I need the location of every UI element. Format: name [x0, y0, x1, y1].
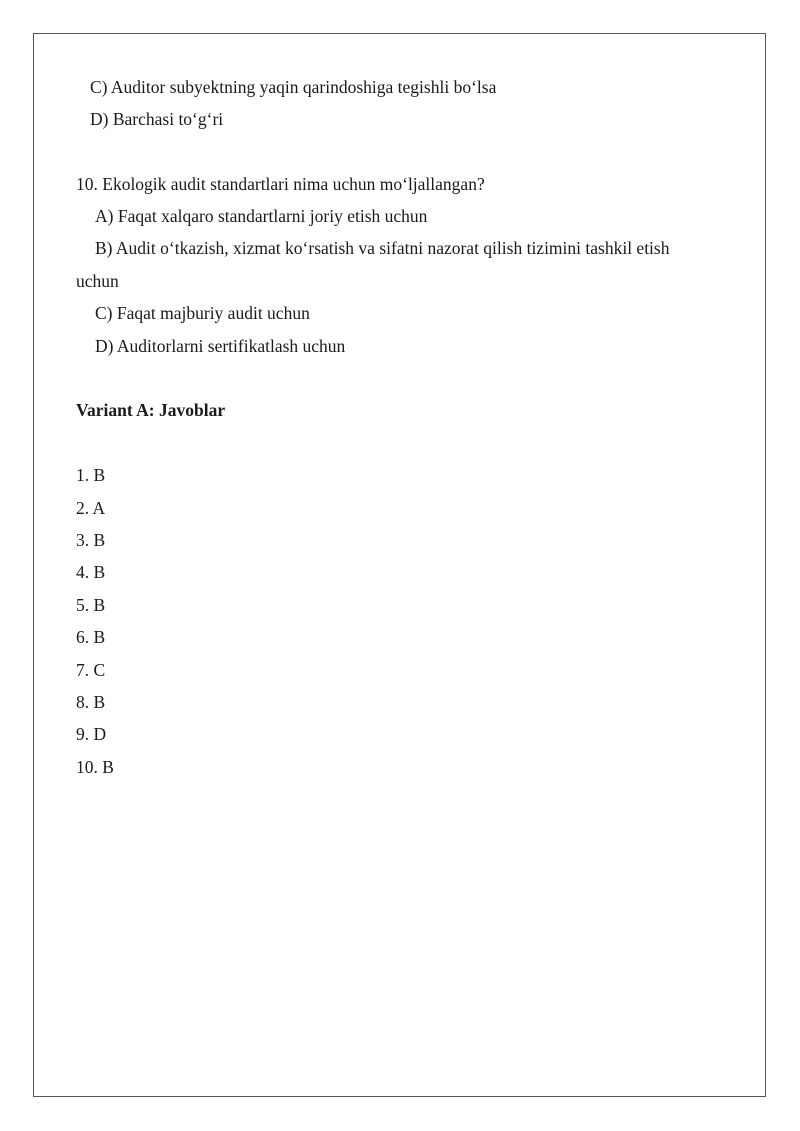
answer-item: 7. C	[76, 660, 106, 680]
answer-item: 2. A	[76, 498, 106, 518]
question-10-option-b-continuation: uchun	[76, 271, 119, 291]
question-10-option-c: C) Faqat majburiy audit uchun	[95, 303, 310, 323]
answer-item: 6. B	[76, 627, 106, 647]
answer-item: 3. B	[76, 530, 106, 550]
answers-heading: Variant A: Javoblar	[76, 400, 226, 420]
option-c-prev-question: C) Auditor subyektning yaqin qarindoshiga tegishli bo‘lsa	[90, 77, 497, 97]
answer-item: 5. B	[76, 595, 106, 615]
question-10-option-d: D) Auditorlarni sertifikatlash uchun	[95, 336, 346, 356]
question-10-option-a: A) Faqat xalqaro standartlarni joriy etish uchun	[95, 206, 428, 226]
answer-item: 4. B	[76, 562, 106, 582]
answer-item: 10. B	[76, 757, 114, 777]
answer-item: 1. B	[76, 465, 106, 485]
answer-item: 8. B	[76, 692, 106, 712]
question-10-option-b: B) Audit o‘tkazish, xizmat ko‘rsatish va sifatni nazorat qilish tizimini tashkil etish	[95, 238, 670, 258]
option-d-prev-question: D) Barchasi to‘g‘ri	[90, 109, 224, 129]
question-10-text: 10. Ekologik audit standartlari nima uchun mo‘ljallangan?	[76, 174, 485, 194]
answer-item: 9. D	[76, 724, 107, 744]
